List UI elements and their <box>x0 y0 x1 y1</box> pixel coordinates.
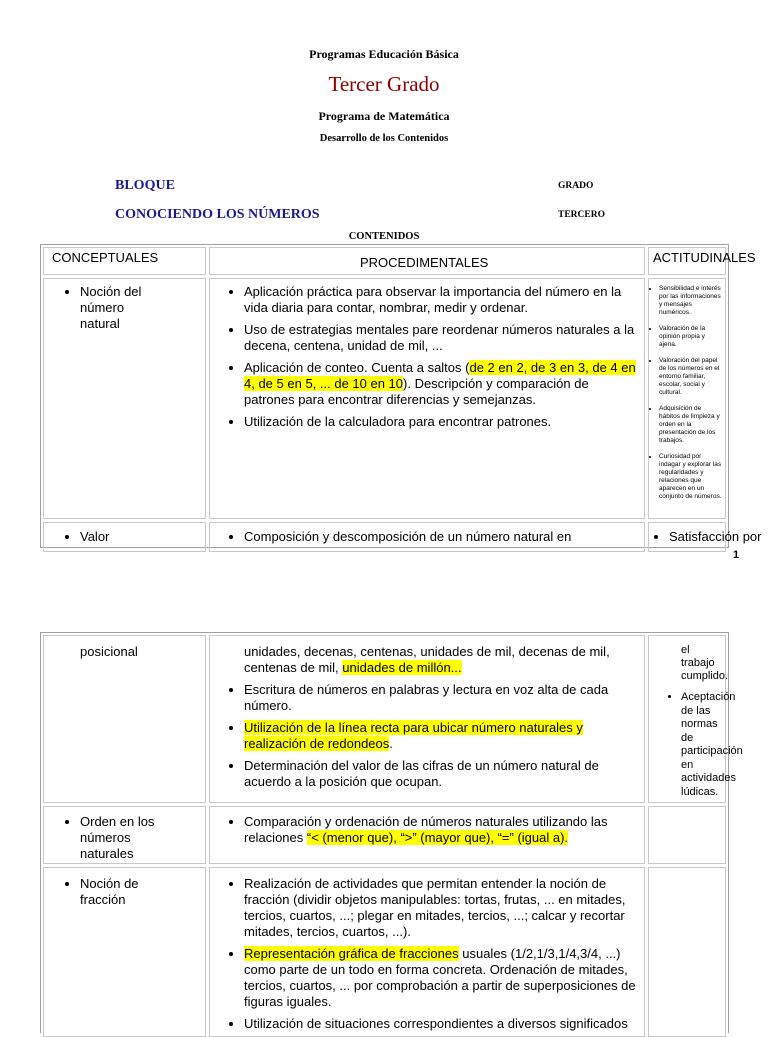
row2-actitudinal: • Satisfacción por <box>648 522 726 552</box>
highlight: unidades de millón... <box>342 660 462 675</box>
header-conceptuales: CONCEPTUALES <box>43 247 206 275</box>
grado-label: GRADO <box>558 181 594 191</box>
header-actitudinales: ACTITUDINALES <box>648 247 726 275</box>
highlight: “< (menor que), “>” (mayor que), “=” (igual a). <box>306 830 569 845</box>
act-continuation: el trabajo cumplido. <box>681 644 729 682</box>
rowC-conceptual: • Noción de fracción <box>43 867 206 1037</box>
highlight: de 2 en 2, de 3 en 3, de 4 en 4, de 5 en 5, ... de 10 en 10 <box>244 360 636 391</box>
bloque-label: BLOQUE <box>115 178 175 193</box>
rowA-conceptual: posicional <box>43 635 206 803</box>
act-item: • Aceptación de las normas de participación en actividades lúdicas. <box>681 691 725 799</box>
proc-item: • Determinación del valor de las cifras de un número natural de acuerdo a la posición que ocupan. <box>244 758 624 790</box>
act-item: • Valoración de la opinión propia y ajena. <box>659 325 723 349</box>
contents-table <box>40 244 762 548</box>
proc-item: • Utilización de situaciones correspondientes a diversos significados <box>244 1016 636 1032</box>
rowC-procedimental <box>209 867 645 1037</box>
rowB-actitudinal <box>648 806 726 864</box>
act-item: • Adquisición de hábitos de limpieza y orden en la presentación de los trabajos. <box>659 405 723 445</box>
proc-item: • Realización de actividades que permitan entender la noción de fracción (dividir objetos manipulables: tortas, frutas, ... en mitades, tercios, cuartos, ...; plegar en mitades, tercios, ...; calcar y recortar mitades, tercios, cuartos, ...). <box>244 876 636 940</box>
bloque-name: CONOCIENDO LOS NÚMEROS <box>115 207 320 222</box>
header-procedimentales: PROCEDIMENTALES <box>209 247 645 275</box>
rowC-actitudinal <box>648 867 726 1037</box>
contents-table-continued <box>40 632 743 1033</box>
grado-value: TERCERO <box>558 210 605 220</box>
contenidos-heading: CONTENIDOS <box>348 231 420 242</box>
proc-item: • Uso de estrategias mentales pare reordenar números naturales a la decena, centena, unidad de mil, ... <box>244 322 636 354</box>
rowA-procedimental <box>209 635 645 803</box>
act-item: • Sensibilidad e interés por las informaciones y mensajes numéricos. <box>659 285 723 317</box>
subject-heading: Programa de Matemática <box>318 109 450 123</box>
grade-title: Tercer Grado <box>328 72 440 96</box>
act-item: • Curiosidad por indagar y explorar las regularidades y relaciones que aparecen en un conjunto de números. <box>659 453 723 501</box>
rowA-actitudinal <box>648 635 743 803</box>
program-heading: Programas Educación Básica <box>309 47 459 61</box>
row1-conceptual <box>43 278 206 519</box>
page-number: 1 <box>733 549 740 561</box>
row2-procedimental: • Composición y descomposición de un número natural en <box>209 522 645 552</box>
proc-continuation: unidades, decenas, centenas, unidades de mil, decenas de mil, centenas de mil, unidades de millón... <box>244 644 610 675</box>
concept-item: • Noción del número natural <box>80 284 160 332</box>
row2-conceptual: • Valor <box>43 522 206 552</box>
proc-item: • Comparación y ordenación de números naturales utilizando las relaciones “< (menor que), “>” (mayor que), “=” (igual a). <box>244 814 632 846</box>
rowB-conceptual: • Orden en los números naturales <box>43 806 206 864</box>
proc-item: • Utilización de la línea recta para ubicar número naturales y realización de redondeos. <box>244 720 624 752</box>
row1-actitudinal <box>648 278 726 519</box>
section-heading: Desarrollo de los Contenidos <box>319 133 449 144</box>
proc-item: • Escritura de números en palabras y lectura en voz alta de cada número. <box>244 682 624 714</box>
row1-procedimental <box>209 278 645 519</box>
highlight: Representación gráfica de fracciones <box>244 946 459 961</box>
highlight: Utilización de la línea recta para ubicar número naturales y realización de redondeos <box>244 720 583 751</box>
act-item: • Valoración del papel de los números en el entorno familiar, escolar, social y cultural. <box>659 357 723 397</box>
proc-item: • Representación gráfica de fracciones usuales (1/2,1/3,1/4,3/4, ...) como parte de un todo en forma concreta. Ordenación de mitades, tercios, cuartos, ... por comprobación a partir de superposiciones de figuras iguales. <box>244 946 636 1010</box>
proc-item: • Utilización de la calculadora para encontrar patrones. <box>244 414 636 430</box>
rowB-procedimental <box>209 806 645 864</box>
proc-item: • Aplicación de conteo. Cuenta a saltos (de 2 en 2, de 3 en 3, de 4 en 4, de 5 en 5, ... de 10 en 10). Descripción y comparación de patrones para encontrar diferencias y semejanzas. <box>244 360 636 408</box>
proc-item: • Aplicación práctica para observar la importancia del número en la vida diaria para contar, nombrar, medir y ordenar. <box>244 284 636 316</box>
